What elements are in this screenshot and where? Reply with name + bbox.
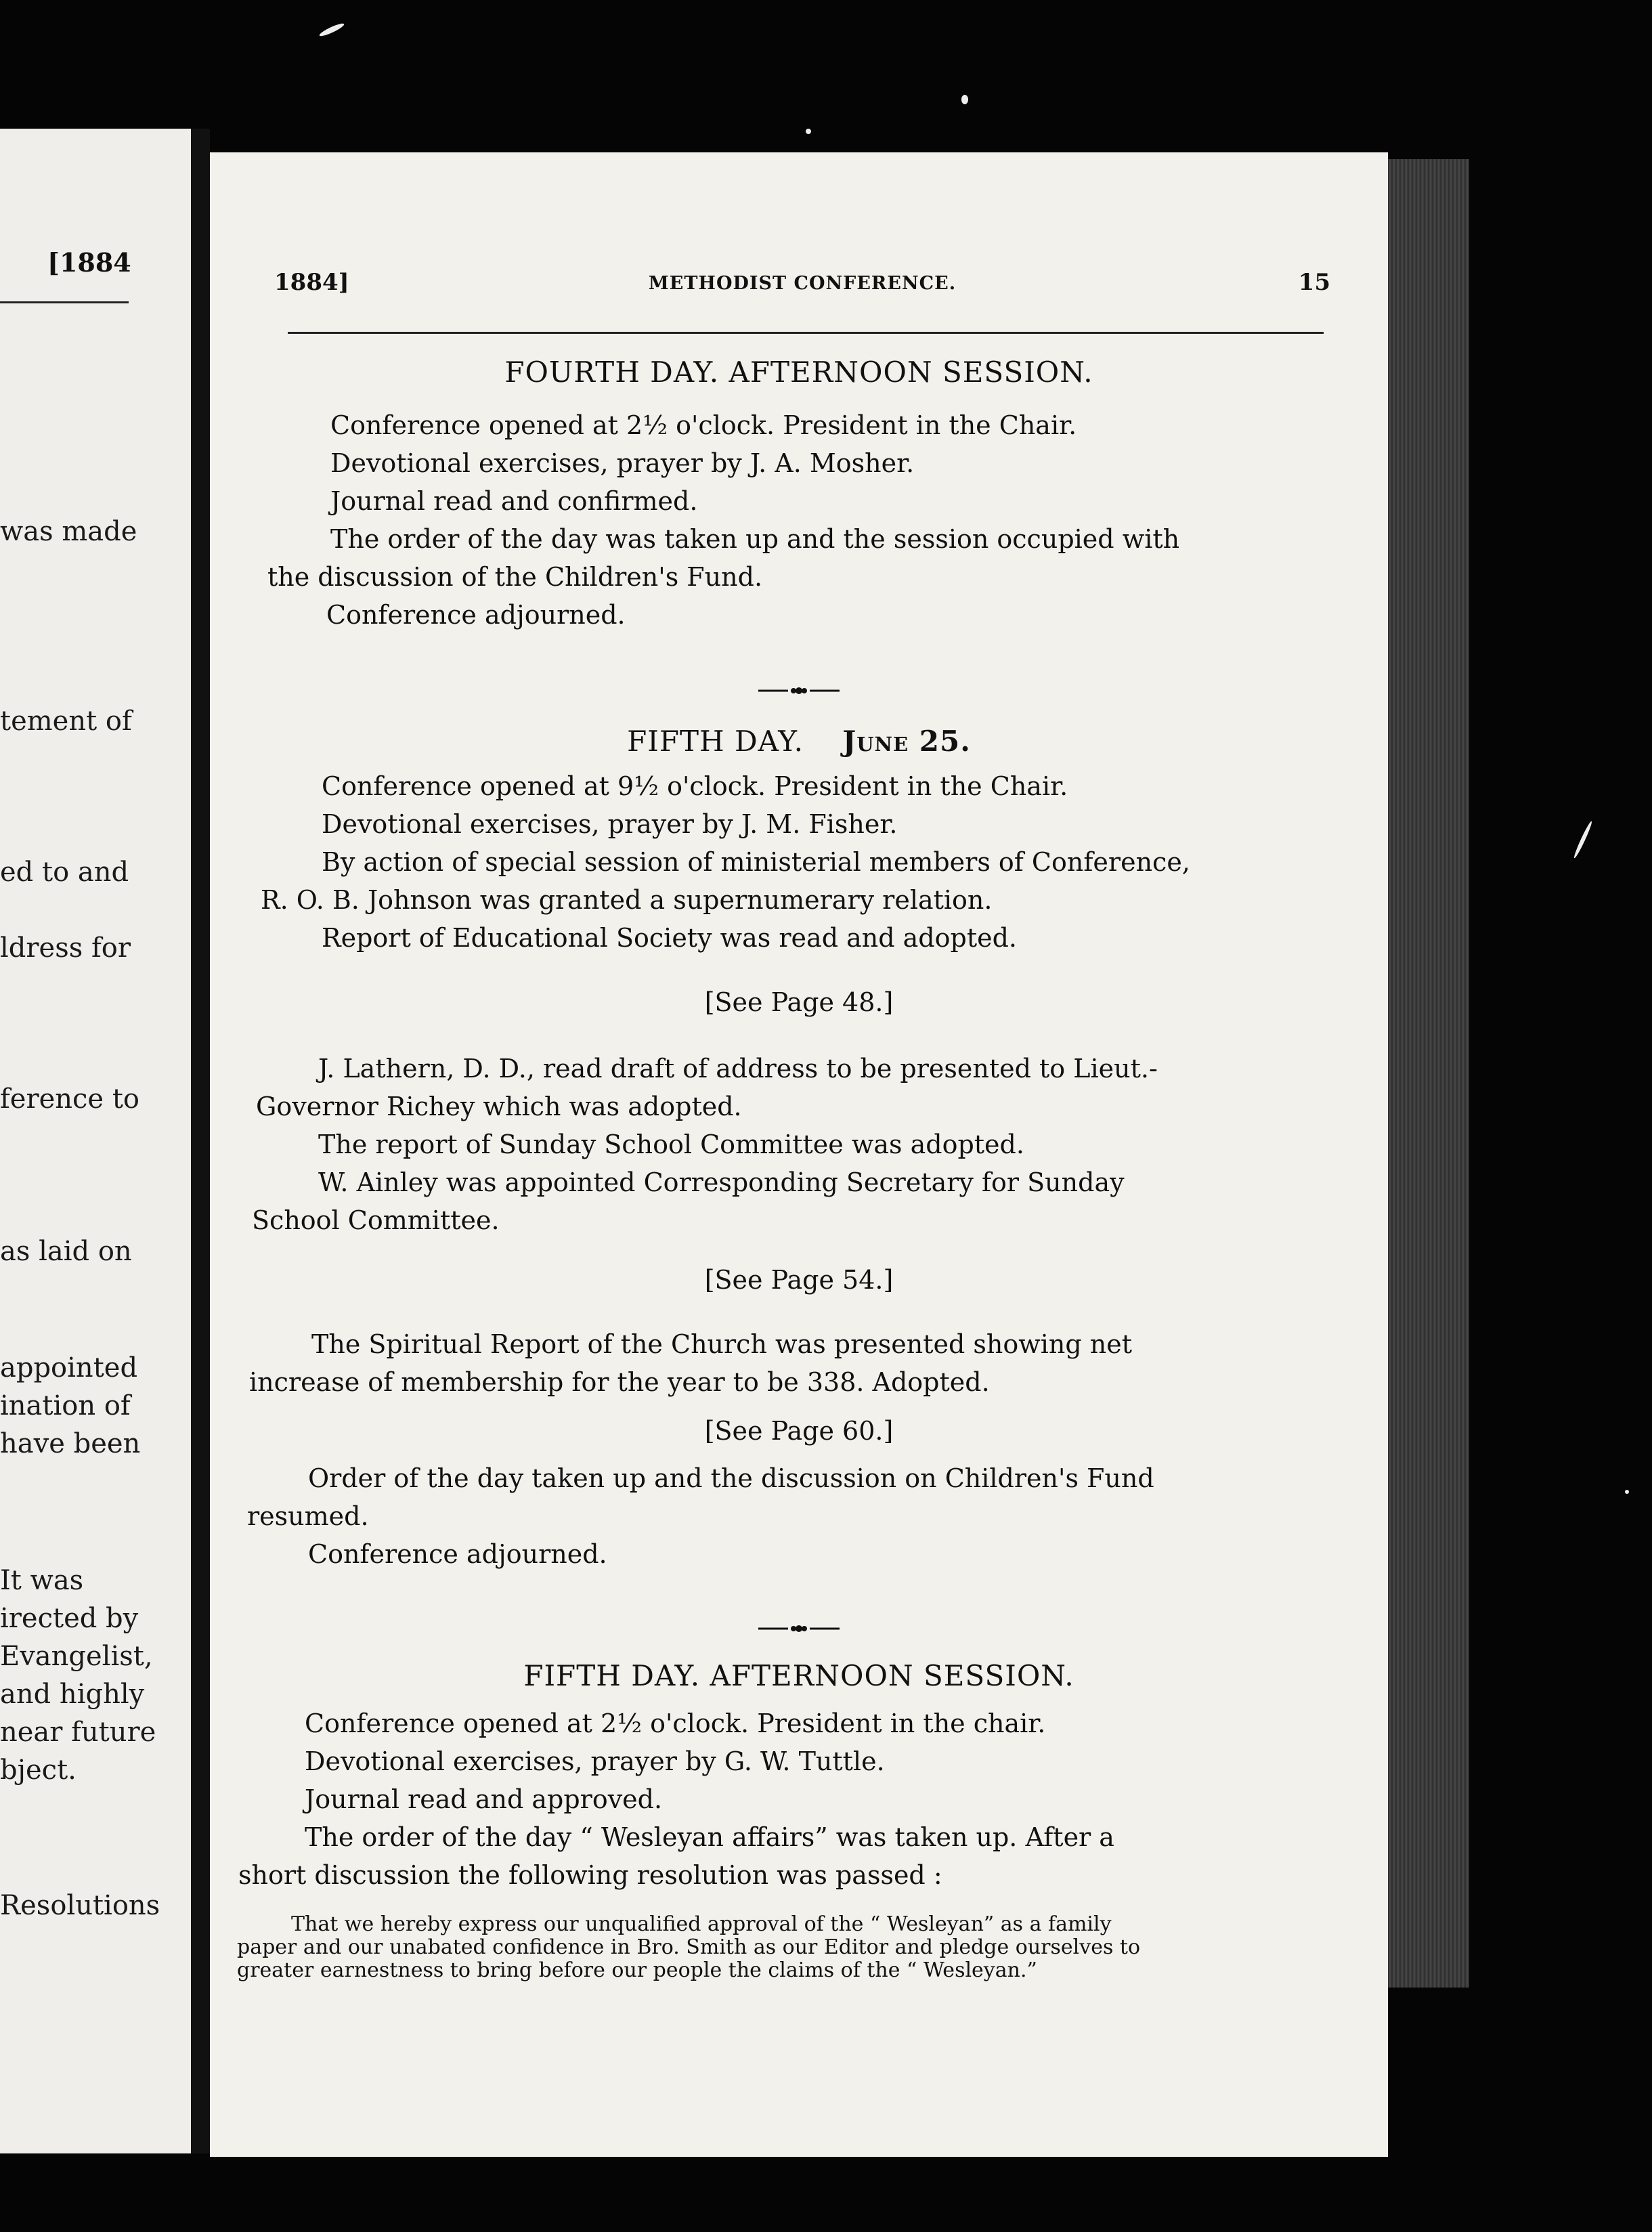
minute-line: R. O. B. Johnson was granted a supernumerary relation. <box>261 885 993 915</box>
main-page <box>210 152 1388 2157</box>
left-fragment: ination of <box>0 1390 131 1421</box>
left-fragment: was made <box>0 516 137 547</box>
minute-line: By action of special session of ministerial members of Conference, <box>322 847 1190 877</box>
section-divider-ornament <box>210 684 1388 698</box>
running-head <box>274 269 1330 303</box>
left-fragment: irected by <box>0 1603 139 1634</box>
minute-line: Journal read and confirmed. <box>330 486 698 516</box>
header-rule <box>288 332 1324 334</box>
minute-line: Conference adjourned. <box>308 1539 607 1569</box>
running-head-year: 1884] <box>274 269 349 296</box>
minute-line: the discussion of the Children's Fund. <box>267 562 763 592</box>
section-heading-fifth-day <box>210 725 1388 758</box>
page-reference: [See Page 48.] <box>704 987 894 1017</box>
minute-line: The Spiritual Report of the Church was presented showing net <box>311 1329 1133 1359</box>
minute-line: Devotional exercises, prayer by G. W. Tuttle. <box>305 1746 885 1776</box>
page-number: 15 <box>1298 269 1330 296</box>
page-reference: [See Page 60.] <box>704 1416 894 1446</box>
left-fragment: appointed <box>0 1352 138 1383</box>
page-reference: [See Page 54.] <box>704 1265 894 1295</box>
minute-line: School Committee. <box>252 1205 500 1235</box>
scan-dust <box>961 95 968 104</box>
minute-line: increase of membership for the year to be 338. Adopted. <box>249 1367 990 1397</box>
minute-line: Report of Educational Society was read and adopted. <box>322 923 1017 953</box>
scan-dust <box>318 22 345 38</box>
page-edges <box>1388 159 1469 1988</box>
left-fragment: It was <box>0 1565 84 1596</box>
minute-line: Conference opened at 2½ o'clock. President in the Chair. <box>330 410 1077 440</box>
minute-line: The order of the day was taken up and the session occupied with <box>330 524 1180 554</box>
minute-line: Conference adjourned. <box>326 600 626 630</box>
left-fragment: bject. <box>0 1755 77 1786</box>
minute-line: Governor Richey which was adopted. <box>256 1092 742 1121</box>
left-fragment: ference to <box>0 1083 139 1115</box>
minute-line: J. Lathern, D. D., read draft of address to be presented to Lieut.- <box>318 1054 1158 1083</box>
left-page-rule <box>0 301 129 303</box>
minute-line: Devotional exercises, prayer by J. A. Mosher. <box>330 448 915 478</box>
left-facing-page <box>0 129 191 2153</box>
left-fragment: near future <box>0 1717 156 1748</box>
minute-line: short discussion the following resolution was passed : <box>238 1860 942 1890</box>
scan-dust <box>1625 1490 1629 1494</box>
left-fragment: Resolutions <box>0 1890 160 1921</box>
left-fragment: have been <box>0 1428 141 1459</box>
section-heading-fifth-day-afternoon: FIFTH DAY. AFTERNOON SESSION. <box>523 1659 1074 1692</box>
minute-line: Conference opened at 9½ o'clock. President in the Chair. <box>322 771 1068 801</box>
section-heading-fourth-day-afternoon: FOURTH DAY. AFTERNOON SESSION. <box>504 356 1093 389</box>
heading-day: FIFTH DAY. <box>627 725 804 758</box>
left-page-header: [1884 <box>47 247 131 278</box>
left-fragment: tement of <box>0 706 132 737</box>
left-fragment: ldress for <box>0 932 131 964</box>
minute-line: Devotional exercises, prayer by J. M. Fisher. <box>322 809 898 839</box>
heading-date: June 25. <box>842 725 971 758</box>
minute-line: W. Ainley was appointed Corresponding Secretary for Sunday <box>318 1167 1125 1197</box>
left-fragment: ed to and <box>0 857 129 888</box>
minute-line: The report of Sunday School Committee was adopted. <box>318 1130 1024 1159</box>
resolution-text: greater earnestness to bring before our people the claims of the “ Wesleyan.” <box>237 1958 1037 1982</box>
scan-dust <box>1573 821 1594 859</box>
minute-line: Order of the day taken up and the discussion on Children's Fund <box>308 1463 1154 1493</box>
left-fragment: and highly <box>0 1679 145 1710</box>
running-head-title: METHODIST CONFERENCE. <box>648 273 957 294</box>
minute-line: The order of the day “ Wesleyan affairs” was taken up. After a <box>305 1822 1114 1852</box>
minute-line: Conference opened at 2½ o'clock. President in the chair. <box>305 1709 1046 1738</box>
resolution-text: paper and our unabated confidence in Bro. Smith as our Editor and pledge ourselves to <box>237 1935 1141 1959</box>
section-divider-ornament <box>210 1622 1388 1635</box>
book-gutter <box>191 129 210 2153</box>
minute-line: resumed. <box>247 1501 369 1531</box>
scan-dust <box>806 129 811 134</box>
minute-line: Journal read and approved. <box>305 1784 663 1814</box>
resolution-text: That we hereby express our unqualified approval of the “ Wesleyan” as a family <box>291 1912 1112 1936</box>
left-fragment: as laid on <box>0 1236 132 1267</box>
left-fragment: Evangelist, <box>0 1641 153 1672</box>
